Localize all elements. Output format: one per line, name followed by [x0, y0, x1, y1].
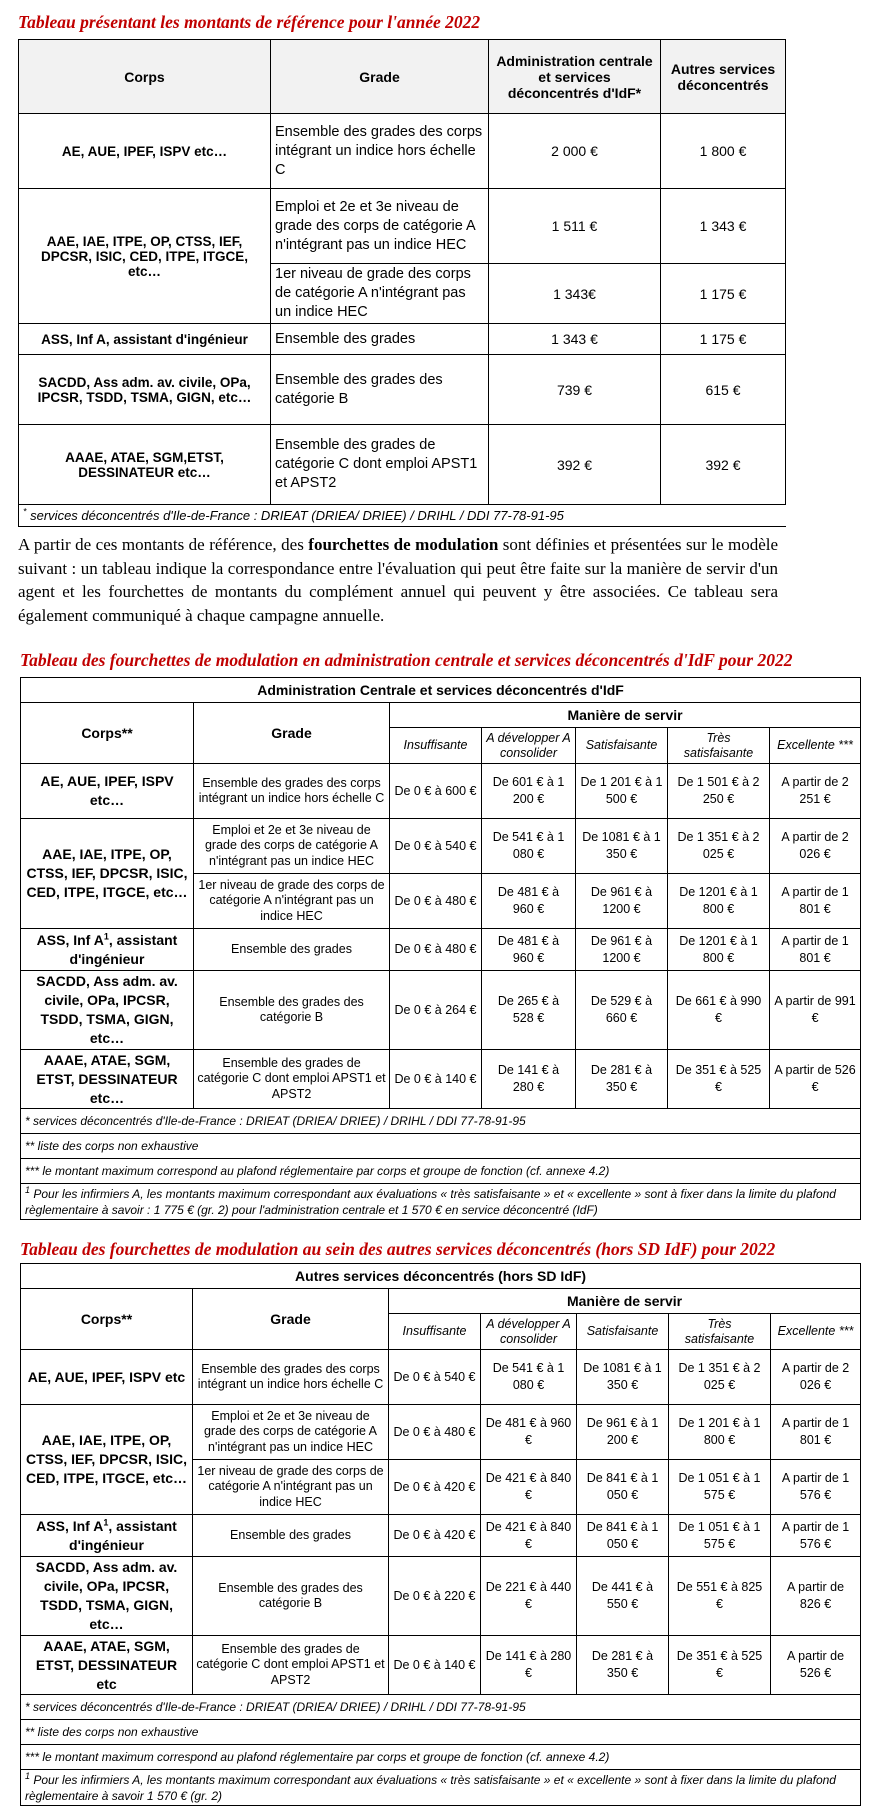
table-row [19, 355, 786, 425]
range-cell: De 481 € à 960 € [481, 1405, 577, 1460]
corps-cell: SACDD, Ass adm. av. civile, OPa, IPCSR, TSDD, TSMA, GIGN, etc… [19, 355, 271, 425]
header-grade: Grade [271, 40, 489, 114]
range-cell: De 1081 € à 1 350 € [577, 1350, 669, 1405]
range-cell: A partir de 1 801 € [771, 1405, 861, 1460]
corps-cell: AE, AUE, IPEF, ISPV etc… [21, 764, 194, 819]
bold-term: fourchettes de modulation [308, 535, 499, 554]
level-a-developper: A développer A consolider [482, 728, 576, 764]
corps-cell: AAAE, ATAE, SGM,ETST, DESSINATEUR etc… [19, 425, 271, 505]
table1-title: Tableau présentant les montants de référence pour l'année 2022 [18, 12, 481, 32]
footnote-infirmiers: $^1$ Pour les infirmiers A, les montants maximum correspondant aux évaluations « très satisfaisante » et « excellente » sont à fixer dans la limite du plafond règlementaire à savoir : 1 775 € (gr. 2) pour l'administration centrale et 1 570 € en service déconcentré (IdF) [21, 1184, 861, 1220]
range-cell: De 1 051 € à 1 575 € [669, 1460, 771, 1515]
footnote-plafond: *** le montant maximum correspond au plafond réglementaire par corps et groupe de fonction (cf. annexe 4.2) [21, 1159, 861, 1184]
corps-cell: AE, AUE, IPEF, ISPV etc [21, 1350, 193, 1405]
range-cell: A partir de 2 026 € [770, 819, 861, 874]
table-row [19, 114, 786, 189]
grade-cell: Ensemble des grades des corps intégrant un indice hors échelle C [194, 764, 390, 819]
footnote-idf: * services déconcentrés d'Ile-de-France : DRIEAT (DRIEA/ DRIEE) / DRIHL / DDI 77-78-91-95 [21, 1109, 861, 1134]
amount-autres: 1 175 € [661, 264, 786, 324]
grade-cell: Ensemble des grades [271, 324, 489, 355]
header-corps: Corps** [21, 1289, 193, 1350]
grade-cell: Ensemble des grades de catégorie C dont emploi APST1 et APST2 [194, 1050, 390, 1109]
table1-footnote: * services déconcentrés d'Ile-de-France : DRIEAT (DRIEA/ DRIEE) / DRIHL / DDI 77-78-91-95 [19, 505, 786, 527]
amount-ac: 392 € [489, 425, 661, 505]
range-cell: De 1201 € à 1 800 € [668, 874, 770, 929]
table-row [21, 971, 861, 1050]
corps-cell: AE, AUE, IPEF, ISPV etc… [19, 114, 271, 189]
range-cell: A partir de 991 € [770, 971, 861, 1050]
table2-header: Administration Centrale et services déconcentrés d'IdF [21, 678, 861, 703]
corps-cell: AAE, IAE, ITPE, OP, CTSS, IEF, DPCSR, ISIC, CED, ITPE, ITGCE, etc… [21, 819, 194, 929]
range-cell: De 0 € à 480 € [390, 929, 482, 971]
range-cell: De 351 € à 525 € [669, 1636, 771, 1695]
range-cell: De 1 201 € à 1 800 € [669, 1405, 771, 1460]
range-cell: De 541 € à 1 080 € [482, 819, 576, 874]
level-insuffisante: Insuffisante [389, 1314, 481, 1350]
corps-cell: SACDD, Ass adm. av. civile, OPa, IPCSR, TSDD, TSMA, GIGN, etc… [21, 971, 194, 1050]
range-cell: De 281 € à 350 € [577, 1636, 669, 1695]
footnote-idf: * services déconcentrés d'Ile-de-France : DRIEAT (DRIEA/ DRIEE) / DRIHL / DDI 77-78-91-95 [21, 1695, 861, 1720]
range-cell: A partir de 1 801 € [770, 929, 861, 971]
table-row [21, 929, 861, 971]
range-cell: De 481 € à 960 € [482, 874, 576, 929]
range-cell: De 661 € à 990 € [668, 971, 770, 1050]
grade-cell: Ensemble des grades des catégorie B [193, 1557, 389, 1636]
footnote-plafond: *** le montant maximum correspond au plafond réglementaire par corps et groupe de fonction (cf. annexe 4.2) [21, 1745, 861, 1770]
table-row [21, 1515, 861, 1557]
range-cell: De 601 € à 1 200 € [482, 764, 576, 819]
modulation-table-ac-idf [20, 677, 861, 1220]
range-cell: De 421 € à 840 € [481, 1515, 577, 1557]
range-cell: A partir de 2 251 € [770, 764, 861, 819]
grade-cell: Emploi et 2e et 3e niveau de grade des corps de catégorie A n'intégrant pas un indice HEC [271, 189, 489, 264]
table-row [21, 819, 861, 874]
range-cell: De 1201 € à 1 800 € [668, 929, 770, 971]
footnote-corps: ** liste des corps non exhaustive [21, 1720, 861, 1745]
range-cell: De 961 € à 1200 € [576, 929, 668, 971]
range-cell: De 421 € à 840 € [481, 1460, 577, 1515]
range-cell: De 141 € à 280 € [481, 1636, 577, 1695]
header-grade: Grade [193, 1289, 389, 1350]
range-cell: De 1 351 € à 2 025 € [669, 1350, 771, 1405]
corps-cell: ASS, Inf $A^1$, assistant d'ingénieur [21, 929, 194, 971]
table2-title: Tableau des fourchettes de modulation en administration centrale et services déconcentrés d'IdF pour 2022 [20, 650, 793, 670]
range-cell: De 1 351 € à 2 025 € [668, 819, 770, 874]
range-cell: De 541 € à 1 080 € [481, 1350, 577, 1405]
explanation-paragraph: A partir de ces montants de référence, des fourchettes de modulation sont définies et présentées sur le modèle suivant : un tableau indique la correspondance entre l'évaluation qui peut être faite sur la manière de servir d'un agent et les fourchettes de montants du complément annuel qui peuvent y être associées. Ce tableau sera également communiqué à chaque campagne annuelle. [18, 535, 779, 625]
level-excellente: Excellente *** [771, 1314, 861, 1350]
table-row [19, 324, 786, 355]
amount-ac: 739 € [489, 355, 661, 425]
footnote-infirmiers: $^1$ Pour les infirmiers A, les montants maximum correspondant aux évaluations « très satisfaisante » et « excellente » sont à fixer dans la limite du plafond règlementaire à savoir 1 570 € (gr. 2) [21, 1770, 861, 1806]
range-cell: De 0 € à 264 € [390, 971, 482, 1050]
range-cell: De 841 € à 1 050 € [577, 1515, 669, 1557]
table3-header: Autres services déconcentrés (hors SD IdF) [21, 1264, 861, 1289]
range-cell: De 841 € à 1 050 € [577, 1460, 669, 1515]
range-cell: De 351 € à 525 € [668, 1050, 770, 1109]
header-maniere: Manière de servir [389, 1289, 861, 1314]
range-cell: De 0 € à 480 € [389, 1405, 481, 1460]
range-cell: A partir de 526 € [771, 1636, 861, 1695]
level-insuffisante: Insuffisante [390, 728, 482, 764]
table3-title: Tableau des fourchettes de modulation au sein des autres services déconcentrés (hors SD IdF) pour 2022 [20, 1239, 776, 1259]
range-cell: De 221 € à 440 € [481, 1557, 577, 1636]
range-cell: De 265 € à 528 € [482, 971, 576, 1050]
amount-ac: 1 343 € [489, 324, 661, 355]
range-cell: De 0 € à 140 € [390, 1050, 482, 1109]
amount-autres: 1 800 € [661, 114, 786, 189]
range-cell: De 281 € à 350 € [576, 1050, 668, 1109]
amount-ac: 2 000 € [489, 114, 661, 189]
header-autres: Autres services déconcentrés [661, 40, 786, 114]
corps-cell: AAE, IAE, ITPE, OP, CTSS, IEF, DPCSR, ISIC, CED, ITPE, ITGCE, etc… [19, 189, 271, 324]
range-cell: De 529 € à 660 € [576, 971, 668, 1050]
level-tres-satisfaisante: Très satisfaisante [669, 1314, 771, 1350]
range-cell: De 1 201 € à 1 500 € [576, 764, 668, 819]
corps-cell: ASS, Inf A, assistant d'ingénieur [19, 324, 271, 355]
range-cell: De 0 € à 420 € [389, 1460, 481, 1515]
corps-cell: AAAE, ATAE, SGM, ETST, DESSINATEUR etc… [21, 1050, 194, 1109]
range-cell: De 1 051 € à 1 575 € [669, 1515, 771, 1557]
corps-cell: ASS, Inf $A^1$, assistant d'ingénieur [21, 1515, 193, 1557]
level-satisfaisante: Satisfaisante [576, 728, 668, 764]
table-row [21, 1636, 861, 1695]
amount-ac: 1 343€ [489, 264, 661, 324]
corps-cell: AAAE, ATAE, SGM, ETST, DESSINATEUR etc [21, 1636, 193, 1695]
level-tres-satisfaisante: Très satisfaisante [668, 728, 770, 764]
grade-cell: Ensemble des grades des corps intégrant un indice hors échelle C [271, 114, 489, 189]
modulation-table-autres-sd [20, 1263, 861, 1806]
range-cell: De 481 € à 960 € [482, 929, 576, 971]
table-row [21, 1350, 861, 1405]
range-cell: A partir de 1 576 € [771, 1515, 861, 1557]
range-cell: De 0 € à 480 € [390, 874, 482, 929]
grade-cell: Ensemble des grades des catégorie B [194, 971, 390, 1050]
grade-cell: Ensemble des grades [193, 1515, 389, 1557]
reference-amounts-table [18, 39, 786, 527]
level-excellente: Excellente *** [770, 728, 861, 764]
header-maniere: Manière de servir [390, 703, 861, 728]
header-ac: Administration centrale et services déconcentrés d'IdF* [489, 40, 661, 114]
level-satisfaisante: Satisfaisante [577, 1314, 669, 1350]
amount-autres: 1 343 € [661, 189, 786, 264]
range-cell: De 0 € à 540 € [390, 819, 482, 874]
range-cell: De 0 € à 220 € [389, 1557, 481, 1636]
amount-autres: 392 € [661, 425, 786, 505]
range-cell: De 551 € à 825 € [669, 1557, 771, 1636]
grade-cell: 1er niveau de grade des corps de catégorie A n'intégrant pas un indice HEC [194, 874, 390, 929]
grade-cell: Ensemble des grades des catégorie B [271, 355, 489, 425]
table-row [21, 1405, 861, 1460]
header-grade: Grade [194, 703, 390, 764]
footnote-corps: ** liste des corps non exhaustive [21, 1134, 861, 1159]
range-cell: A partir de 1 801 € [770, 874, 861, 929]
table-row [19, 189, 786, 264]
level-a-developper: A développer A consolider [481, 1314, 577, 1350]
amount-ac: 1 511 € [489, 189, 661, 264]
corps-cell: SACDD, Ass adm. av. civile, OPa, IPCSR, TSDD, TSMA, GIGN, etc… [21, 1557, 193, 1636]
grade-cell: Ensemble des grades [194, 929, 390, 971]
amount-autres: 615 € [661, 355, 786, 425]
grade-cell: Ensemble des grades de catégorie C dont emploi APST1 et APST2 [193, 1636, 389, 1695]
grade-cell: Emploi et 2e et 3e niveau de grade des corps de catégorie A n'intégrant pas un indice HEC [193, 1405, 389, 1460]
table-row [21, 764, 861, 819]
range-cell: A partir de 526 € [770, 1050, 861, 1109]
header-corps: Corps** [21, 703, 194, 764]
grade-cell: Emploi et 2e et 3e niveau de grade des corps de catégorie A n'intégrant pas un indice HEC [194, 819, 390, 874]
grade-cell: Ensemble des grades de catégorie C dont emploi APST1 et APST2 [271, 425, 489, 505]
range-cell: A partir de 1 576 € [771, 1460, 861, 1515]
range-cell: A partir de 826 € [771, 1557, 861, 1636]
corps-cell: AAE, IAE, ITPE, OP, CTSS, IEF, DPCSR, ISIC, CED, ITPE, ITGCE, etc… [21, 1405, 193, 1515]
grade-cell: 1er niveau de grade des corps de catégorie A n'intégrant pas un indice HEC [193, 1460, 389, 1515]
grade-cell: Ensemble des grades des corps intégrant un indice hors échelle C [193, 1350, 389, 1405]
table-row [21, 1557, 861, 1636]
grade-cell: 1er niveau de grade des corps de catégorie A n'intégrant pas un indice HEC [271, 264, 489, 324]
range-cell: De 0 € à 600 € [390, 764, 482, 819]
range-cell: De 961 € à 1200 € [576, 874, 668, 929]
range-cell: De 0 € à 420 € [389, 1515, 481, 1557]
range-cell: De 141 € à 280 € [482, 1050, 576, 1109]
amount-autres: 1 175 € [661, 324, 786, 355]
range-cell: De 441 € à 550 € [577, 1557, 669, 1636]
range-cell: De 961 € à 1 200 € [577, 1405, 669, 1460]
table-row [21, 1050, 861, 1109]
range-cell: De 0 € à 140 € [389, 1636, 481, 1695]
range-cell: De 0 € à 540 € [389, 1350, 481, 1405]
range-cell: De 1 501 € à 2 250 € [668, 764, 770, 819]
table-row [19, 425, 786, 505]
range-cell: De 1081 € à 1 350 € [576, 819, 668, 874]
range-cell: A partir de 2 026 € [771, 1350, 861, 1405]
header-corps: Corps [19, 40, 271, 114]
